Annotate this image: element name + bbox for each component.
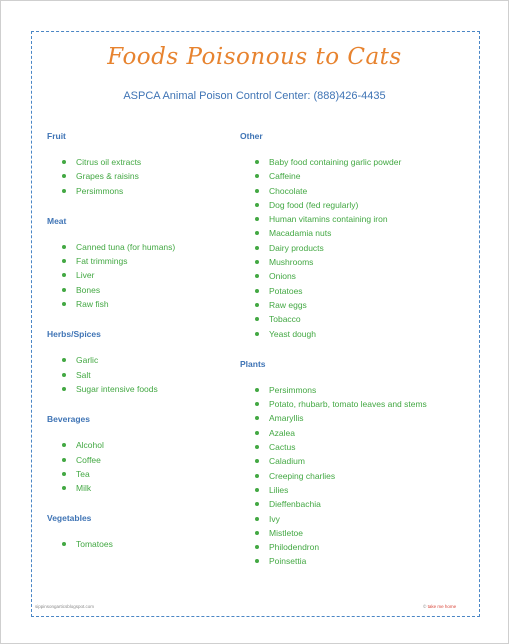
food-item: Citrus oil extracts — [47, 155, 227, 169]
right-column — [240, 130, 440, 586]
food-item: Persimmons — [47, 184, 227, 198]
food-item: Bones — [47, 283, 227, 297]
category-heading: Plants — [240, 358, 266, 369]
food-item: Yeast dough — [240, 327, 440, 341]
food-item: Poinsettia — [240, 554, 440, 568]
category-heading: Beverages — [47, 414, 91, 425]
food-item: Potatoes — [240, 284, 440, 298]
food-item: Fat trimmings — [47, 254, 227, 268]
food-item: Tea — [47, 467, 227, 481]
food-item: Raw eggs — [240, 298, 440, 312]
food-item: Lilies — [240, 483, 440, 497]
food-list — [240, 383, 440, 569]
category-heading: Other — [240, 131, 263, 141]
food-item: Macadamia nuts — [240, 226, 440, 240]
category-heading: Vegetables — [47, 513, 92, 524]
food-item: Liver — [47, 268, 227, 282]
food-item: Dog food (fed regularly) — [240, 198, 440, 212]
food-item: Human vitamins containing iron — [240, 212, 440, 226]
food-item: Canned tuna (for humans) — [47, 240, 227, 254]
food-item: Salt — [47, 368, 227, 382]
page-title: Foods Poisonous to Cats — [107, 44, 402, 70]
food-list — [47, 155, 227, 198]
food-item: Creeping charlies — [240, 469, 440, 483]
food-item: Grapes & raisins — [47, 169, 227, 183]
food-item: Tobacco — [240, 312, 440, 326]
food-list — [47, 353, 227, 396]
food-item: Onions — [240, 269, 440, 283]
food-item: Mistletoe — [240, 526, 440, 540]
food-item: Amaryllis — [240, 411, 440, 425]
food-item: Caffeine — [240, 169, 440, 183]
food-item: Caladium — [240, 454, 440, 468]
footer-credit-prefix: © — [423, 604, 428, 609]
food-item: Tomatoes — [47, 537, 227, 551]
food-item: Alcohol — [47, 438, 227, 452]
food-item: Baby food containing garlic powder — [240, 155, 440, 169]
food-item: Raw fish — [47, 297, 227, 311]
footer-source: sippinsongarticsblogspot.com — [35, 604, 95, 609]
food-list — [47, 240, 227, 311]
food-item: Sugar intensive foods — [47, 382, 227, 396]
food-item: Potato, rhubarb, tomato leaves and stems — [240, 397, 440, 411]
footer-credit — [423, 604, 456, 609]
food-item: Philodendron — [240, 540, 440, 554]
food-item: Milk — [47, 481, 227, 495]
category-heading: Meat — [47, 215, 67, 226]
food-item: Chocolate — [240, 184, 440, 198]
food-item: Coffee — [47, 453, 227, 467]
left-column — [47, 130, 227, 569]
food-list — [47, 537, 227, 551]
food-item: Ivy — [240, 512, 440, 526]
food-item: Dieffenbachia — [240, 497, 440, 511]
food-list — [47, 438, 227, 495]
food-item: Dairy products — [240, 241, 440, 255]
food-item: Garlic — [47, 353, 227, 367]
category-heading: Fruit — [47, 131, 66, 141]
food-item: Mushrooms — [240, 255, 440, 269]
food-item: Persimmons — [240, 383, 440, 397]
food-item: Azalea — [240, 426, 440, 440]
food-item: Cactus — [240, 440, 440, 454]
poison-control-contact: ASPCA Animal Poison Control Center: (888)426-4435 — [123, 90, 386, 102]
category-heading: Herbs/Spices — [47, 329, 101, 340]
food-list — [240, 155, 440, 341]
footer-credit-text: take me home — [427, 604, 457, 609]
